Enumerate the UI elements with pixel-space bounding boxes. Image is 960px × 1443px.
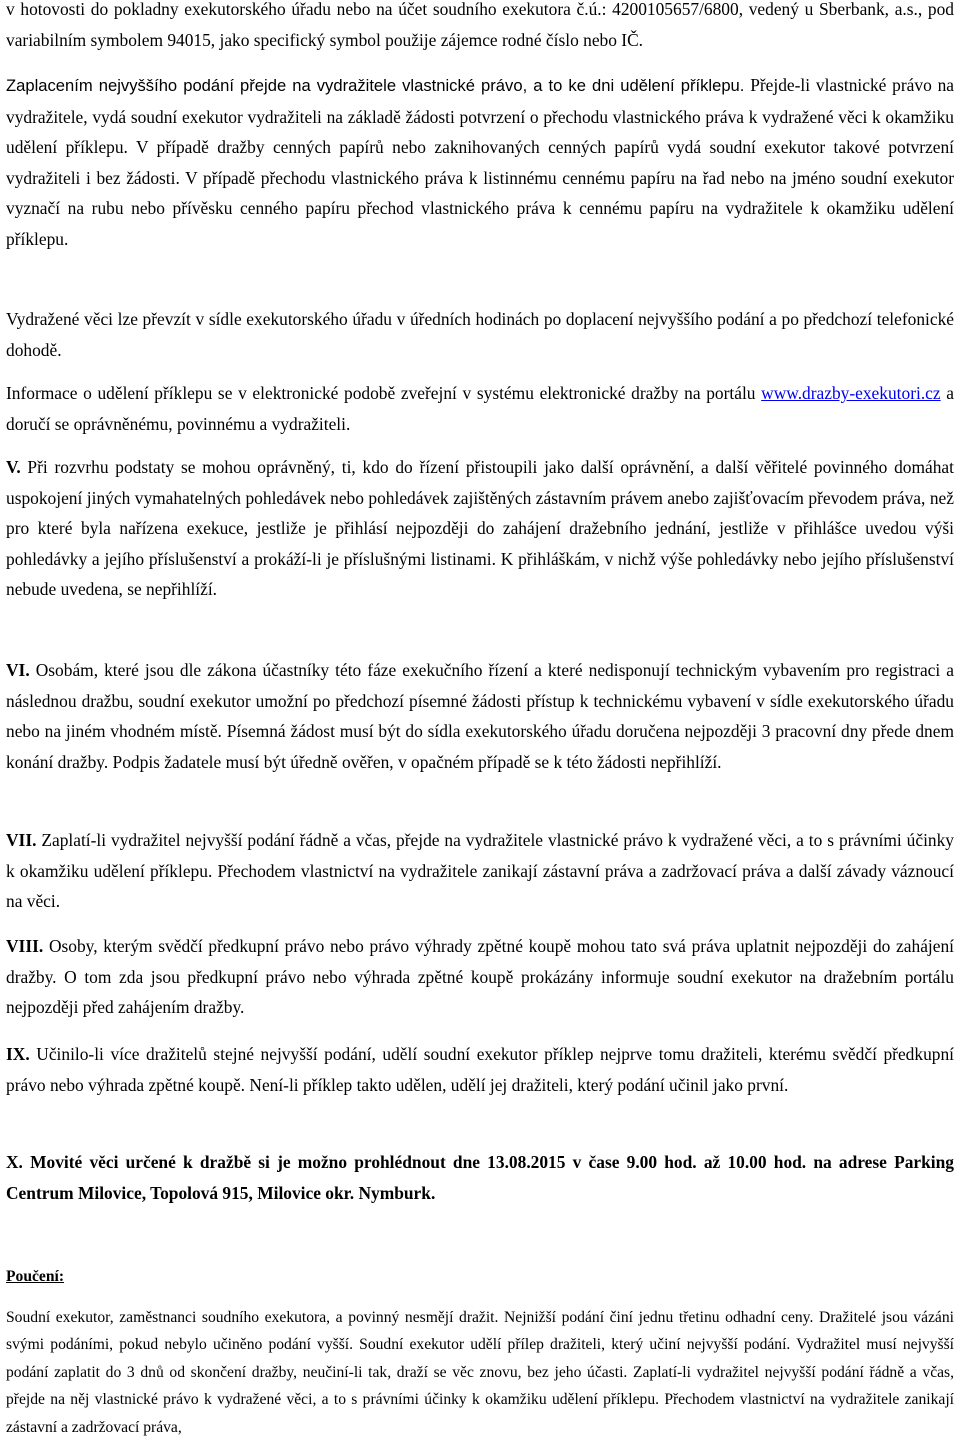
section-ix-text-a: Učinilo-li více dražitelů stejné nejvyšší podání, udělí soudní exekutor příklep nejprve tomu dražiteli, kterému svědčí předkupní právo nebo výhrada zpětné koupě. <box>6 1044 954 1095</box>
section-vii-text-a: Zaplatí-li vydražitel nejvyšší podání řádně a včas, přejde na vydražitele vlastnické právo k vydražené věci, a to s právními účinky k okamžiku udělení příklepu. <box>6 830 954 881</box>
ownership-text-d: V případě přechodu vlastnického práva k listinnému cennému papíru na řad nebo na jméno soudní exekutor vyznačí na rubu nebo přívěsku cenného papíru přechod vlastnického práva k cennému papíru na vydražitele k okamžiku udělení příklepu. <box>6 167 954 249</box>
portal-link[interactable]: www.drazby-exekutori.cz <box>761 383 941 403</box>
paragraph-ownership <box>6 70 954 255</box>
section-vii <box>6 825 954 917</box>
section-v-number: V. <box>6 457 21 477</box>
section-viii <box>6 931 954 1023</box>
section-viii-text-a: Osoby, kterým svědčí předkupní právo nebo právo výhrady zpětné koupě mohou tato svá práva uplatnit nejpozději do zahájení dražby. <box>6 936 954 987</box>
section-v-text-b: K přihláškám, v nichž výše pohledávky nebo jejího příslušenství nebude uvedena, se nepřihlíží. <box>6 548 954 600</box>
info-text-a: Informace o udělení příklepu se v elektronické podobě zveřejní v systému elektronické dražby na portálu <box>6 383 762 403</box>
poučení-text: Soudní exekutor, zaměstnanci soudního exekutora, a povinný nesmějí dražit. Nejnižší podání činí jednu třetinu odhadní ceny. Dražitelé jsou vázáni svými podáními, pokud nebylo učiněno podání vyšší. Soudní exekutor udělí přílep dražiteli, který učiní nejvyšší podání. Vydražitel musí nejvyšší podání zaplatit do 3 dnů od skončení dražby, neučiní-li tak, draží se věc znovu, bez jeho účasti. Zaplatí-li vydražitel nejvyšší podání řádně a včas, přejde na něj vlastnické právo k vydražené věci, a to s právními účinky k okamžiku udělení příklepu. Přechodem vlastnictví na vydražitele zanikají zástavní a zadržovací práva, <box>6 1309 954 1436</box>
section-ix-text-b: Není-li příklep takto udělen, udělí jej dražiteli, který podání učinil jako první. <box>245 1074 789 1095</box>
paragraph-pickup <box>6 304 954 365</box>
info-text-b: a doručí se oprávněnému, povinnému a vydražiteli. <box>6 383 954 434</box>
poučení-heading-text: Poučení: <box>6 1268 65 1285</box>
poučení-paragraph <box>6 1304 954 1441</box>
section-viii-text-b: O tom zda jsou předkupní právo nebo výhrada zpětné koupě prokázány informuje soudní exekutor na dražebním portálu nejpozději před zahájením dražby. <box>6 966 954 1018</box>
paragraph-info <box>6 378 954 439</box>
section-vii-number: VII. <box>6 830 37 850</box>
section-v-text-a: Při rozvrhu podstaty se mohou oprávněný, ti, kdo do řízení přistoupili jako další oprávnění, a další věřitelé povinného domáhat uspokojení jiných vymahatelných pohledávek nebo pohledávek zajištěných zástavním právem anebo zajišťovacím převodem práva, než pro které byla nařízena exekuce, jestliže je přihlásí nejpozději do zahájení dražebního jednání, jestliže v přihlášce uvedou výši pohledávky a jejího příslušenství a prokáží-li je příslušnými listinami. <box>6 457 954 569</box>
section-vi-number: VI. <box>6 660 30 680</box>
section-vi <box>6 655 954 777</box>
section-viii-number: VIII. <box>6 936 44 956</box>
section-vii-text-b: Přechodem vlastnictví na vydražitele zanikají zástavní práva a zadržovací práva a další závady váznoucí na věci. <box>6 860 954 912</box>
section-ix <box>6 1039 954 1100</box>
section-ix-number: IX. <box>6 1044 30 1064</box>
payment-text: v hotovosti do pokladny exekutorského úřadu nebo na účet soudního exekutora č.ú.: 4200105657/6800, vedený u Sberbank, a.s., pod variabilním symbolem 94015, jako specifický symbol použije zájemce rodné číslo nebo IČ. <box>6 0 954 50</box>
section-vi-text-b: Písemná žádost musí být do sídla exekutorského úřadu doručena nejpozději 3 pracovní dny přede dnem konání dražby. Podpis žadatele musí být úředně ověřen, v opačném případě se k této žádosti nepřihlíží. <box>6 721 954 772</box>
section-x <box>6 1147 954 1208</box>
section-vi-text-a: Osobám, které jsou dle zákona účastníky této fáze exekučního řízení a které nedisponují technickým vybavením pro registraci a následnou dražbu, soudní exekutor umožní po předchozí písemné žádosti přístup k technickému vybavení v sídle exekutorského úřadu nebo na jiném vhodném místě. <box>6 660 954 742</box>
section-x-text: X. Movité věci určené k dražbě si je možno prohlédnout dne 13.08.2015 v čase 9.00 hod. až 10.00 hod. na adrese Parking Centrum Milovice, Topolová 915, Milovice okr. Nymburk. <box>6 1152 954 1203</box>
ownership-text-c: V případě dražby cenných papírů nebo zaknihovaných cenných papírů vydá soudní exekutor takové potvrzení vydražiteli i bez žádosti. <box>6 137 954 188</box>
ownership-text-b: Přejde-li vlastnické právo na vydražitele, vydá soudní exekutor vydražiteli na základě žádosti potvrzení o přechodu vlastnického práva k vydražené věci k okamžiku udělení příklepu. <box>6 75 954 158</box>
paragraph-payment <box>6 0 954 55</box>
pickup-text: Vydražené věci lze převzít v sídle exekutorského úřadu v úředních hodinách po doplacení nejvyššího podání a po předchozí telefonické dohodě. <box>6 309 954 360</box>
poučení-heading <box>6 1263 954 1290</box>
ownership-text-a: Zaplacením nejvyššího podání přejde na vydražitele vlastnické právo, a to ke dni udělení příklepu. <box>6 76 745 95</box>
section-v <box>6 452 954 605</box>
